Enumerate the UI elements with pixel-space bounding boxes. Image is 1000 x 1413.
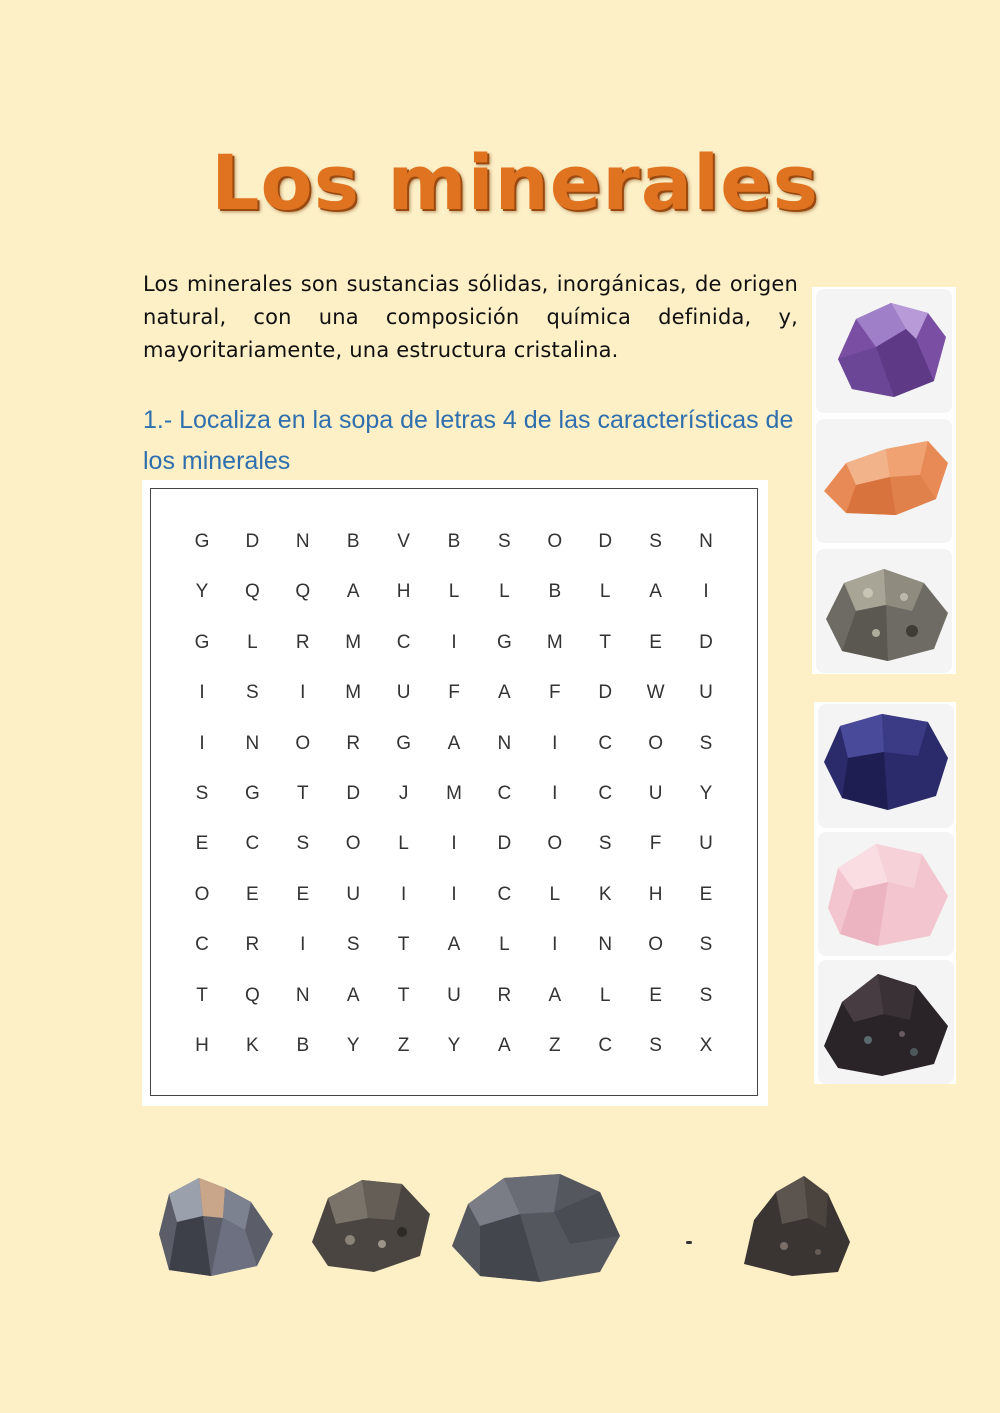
word-search-letter[interactable]: S: [699, 732, 713, 754]
word-search-letter[interactable]: L: [599, 581, 611, 603]
rock-photo-1: [155, 1172, 277, 1278]
word-search-letter[interactable]: N: [245, 732, 260, 754]
word-search-letter[interactable]: C: [598, 783, 613, 804]
word-search-letter[interactable]: N: [598, 934, 613, 956]
word-search-letter[interactable]: B: [346, 531, 360, 552]
mineral-tile: [818, 960, 954, 1084]
word-search-letter[interactable]: C: [497, 783, 512, 804]
word-search-letter[interactable]: Y: [699, 783, 713, 804]
word-search-letter[interactable]: D: [598, 531, 613, 552]
word-search-letter[interactable]: S: [699, 934, 713, 956]
word-search-letter[interactable]: A: [447, 732, 461, 754]
word-search-letter[interactable]: S: [598, 833, 612, 855]
word-search-letter[interactable]: E: [699, 883, 713, 905]
mineral-tile: [816, 289, 952, 413]
word-search-letter[interactable]: L: [398, 833, 409, 855]
word-search-row: [151, 930, 757, 960]
word-search-letter[interactable]: Q: [245, 984, 260, 1006]
word-search-letter[interactable]: T: [397, 984, 410, 1006]
word-search-letter[interactable]: R: [346, 732, 361, 754]
word-search-letter[interactable]: S: [498, 531, 511, 552]
word-search-letter[interactable]: H: [648, 883, 663, 905]
word-search-letter[interactable]: N: [699, 531, 713, 552]
page-title: Los minerales: [211, 138, 819, 227]
mineral-tile: [816, 419, 952, 543]
mineral-tile: [816, 549, 952, 673]
word-search-letter[interactable]: L: [499, 581, 510, 603]
word-search-letter[interactable]: U: [346, 883, 361, 905]
word-search-letter[interactable]: I: [451, 883, 457, 905]
word-search-letter[interactable]: O: [648, 732, 663, 754]
pyrite-mineral-photo: [816, 549, 952, 673]
word-search-letter[interactable]: Q: [245, 581, 260, 603]
word-search-letter[interactable]: D: [346, 783, 361, 804]
word-search-row: [151, 981, 757, 1011]
word-search-letter[interactable]: C: [598, 732, 613, 754]
word-search-letter[interactable]: L: [448, 581, 460, 603]
word-search-letter[interactable]: D: [699, 631, 713, 653]
word-search-letter[interactable]: H: [396, 581, 411, 603]
word-search-letter[interactable]: F: [448, 682, 460, 704]
rock-photo-2: [310, 1174, 434, 1274]
word-search-letter[interactable]: I: [552, 783, 558, 804]
word-search-letter[interactable]: M: [446, 783, 462, 804]
word-search-letter[interactable]: Y: [346, 1035, 360, 1056]
word-search-letter[interactable]: D: [497, 833, 512, 855]
word-search-letter[interactable]: T: [296, 783, 309, 804]
word-search-letter[interactable]: G: [194, 531, 210, 552]
word-search-row: [151, 1031, 757, 1061]
word-search-letter[interactable]: N: [295, 531, 310, 552]
word-search-letter[interactable]: S: [246, 682, 259, 704]
word-search-letter[interactable]: G: [194, 631, 210, 653]
word-search-letter[interactable]: D: [598, 682, 613, 704]
word-search-letter[interactable]: E: [649, 631, 662, 653]
word-search-letter[interactable]: L: [499, 934, 510, 956]
word-search-letter[interactable]: M: [345, 682, 362, 704]
word-search-letter[interactable]: O: [547, 833, 563, 855]
mineral-tile: [818, 832, 954, 956]
word-search-letter[interactable]: D: [245, 531, 260, 552]
word-search-letter[interactable]: O: [648, 934, 663, 956]
word-search-letter[interactable]: I: [400, 883, 407, 905]
word-search-letter[interactable]: H: [195, 1035, 209, 1056]
word-search-letter[interactable]: K: [598, 883, 612, 905]
word-search-letter[interactable]: G: [396, 732, 411, 754]
word-search-letter[interactable]: J: [398, 783, 409, 804]
word-search-letter[interactable]: U: [648, 783, 663, 804]
word-search-letter[interactable]: A: [346, 984, 360, 1006]
side-mineral-strip-top: [812, 287, 956, 674]
small-dot: [686, 1241, 692, 1244]
word-search-letter[interactable]: C: [245, 833, 260, 855]
word-search-letter[interactable]: S: [649, 531, 662, 552]
word-search-letter[interactable]: I: [199, 732, 205, 754]
word-search-letter[interactable]: C: [598, 1035, 613, 1056]
word-search-letter[interactable]: A: [548, 984, 562, 1006]
word-search-letter[interactable]: L: [549, 883, 561, 905]
word-search-letter[interactable]: A: [498, 1035, 511, 1056]
word-search-letter[interactable]: T: [397, 934, 410, 956]
word-search-letter[interactable]: M: [345, 631, 362, 653]
word-search-row: [151, 577, 757, 607]
intro-paragraph: Los minerales son sustancias sólidas, inorgánicas, de origen natural, con una composición química definida, y, mayoritariamente, una estructura cristalina.: [143, 272, 798, 362]
word-search-letter[interactable]: L: [599, 984, 611, 1006]
word-search-letter[interactable]: S: [649, 1035, 662, 1056]
amethyst-mineral-photo: [816, 289, 952, 413]
word-search-letter[interactable]: I: [552, 732, 558, 754]
word-search-letter[interactable]: T: [599, 631, 611, 653]
word-search-row: [151, 880, 757, 910]
word-search-letter[interactable]: I: [300, 934, 306, 956]
word-search-letter[interactable]: S: [346, 934, 360, 956]
mineral-tile: [818, 704, 954, 828]
word-search-letter[interactable]: O: [194, 883, 210, 905]
word-search-letter[interactable]: U: [396, 682, 411, 704]
word-search-letter[interactable]: G: [245, 783, 260, 804]
word-search-letter[interactable]: I: [552, 934, 558, 956]
word-search-letter[interactable]: B: [296, 1035, 310, 1056]
word-search-letter[interactable]: C: [497, 883, 512, 905]
word-search-letter[interactable]: U: [447, 984, 461, 1006]
word-search-letter[interactable]: V: [397, 531, 410, 552]
word-search-letter[interactable]: A: [649, 581, 662, 603]
word-search-letter[interactable]: U: [699, 833, 713, 855]
word-search-letter[interactable]: Y: [195, 581, 209, 603]
rose-quartz-mineral-photo: [818, 832, 954, 956]
word-search-letter[interactable]: I: [300, 682, 306, 704]
word-search-letter[interactable]: F: [649, 833, 662, 855]
hematite-mineral-photo: [818, 960, 954, 1084]
word-search-letter[interactable]: R: [245, 934, 260, 956]
word-search-panel: [142, 480, 768, 1106]
word-search-letter[interactable]: A: [447, 934, 461, 956]
word-search-letter[interactable]: E: [246, 883, 259, 905]
word-search-letter[interactable]: T: [196, 984, 208, 1006]
word-search-letter[interactable]: X: [699, 1035, 713, 1056]
word-search-row: [151, 678, 757, 708]
word-search-grid: [150, 488, 758, 1096]
word-search-letter[interactable]: K: [246, 1035, 259, 1056]
orange-calcite-mineral-photo: [816, 419, 952, 543]
word-search-letter[interactable]: S: [195, 783, 209, 804]
word-search-letter[interactable]: S: [296, 833, 310, 855]
word-search-letter[interactable]: A: [346, 581, 360, 603]
word-search-row: [151, 729, 757, 759]
side-mineral-strip-bottom: [814, 702, 956, 1084]
word-search-row: [151, 628, 757, 658]
word-search-row: [151, 779, 757, 809]
word-search-letter[interactable]: I: [199, 682, 205, 704]
word-search-letter[interactable]: B: [447, 531, 461, 552]
word-search-letter[interactable]: G: [497, 631, 512, 653]
exercise-question: 1.- Localiza en la sopa de letras 4 de las características de los minerales: [143, 406, 794, 475]
word-search-letter[interactable]: R: [497, 984, 512, 1006]
word-search-letter[interactable]: M: [546, 631, 563, 653]
word-search-letter[interactable]: C: [396, 631, 411, 653]
word-search-letter[interactable]: R: [295, 631, 310, 653]
word-search-letter[interactable]: I: [451, 833, 457, 855]
rock-photo-4: [742, 1172, 852, 1278]
word-search-letter[interactable]: O: [345, 833, 361, 855]
word-search-letter[interactable]: A: [498, 682, 511, 704]
word-search-letter[interactable]: Q: [295, 581, 311, 603]
word-search-letter[interactable]: S: [699, 984, 713, 1006]
word-search-letter[interactable]: Y: [447, 1035, 461, 1056]
word-search-letter[interactable]: E: [649, 984, 662, 1006]
word-search-letter[interactable]: E: [296, 883, 310, 905]
word-search-letter[interactable]: C: [195, 934, 209, 956]
word-search-letter[interactable]: O: [547, 531, 563, 552]
word-search-letter[interactable]: Z: [397, 1035, 410, 1056]
word-search-letter[interactable]: U: [699, 682, 713, 704]
word-search-letter[interactable]: B: [548, 581, 562, 603]
word-search-letter[interactable]: I: [703, 581, 709, 603]
word-search-row: [151, 829, 757, 859]
word-search-letter[interactable]: O: [295, 732, 311, 754]
word-search-letter[interactable]: F: [548, 682, 561, 704]
word-search-letter[interactable]: N: [497, 732, 512, 754]
word-search-letter[interactable]: L: [247, 631, 258, 653]
word-search-row: [151, 527, 757, 557]
word-search-letter[interactable]: E: [195, 833, 209, 855]
word-search-letter[interactable]: Z: [548, 1035, 561, 1056]
word-search-letter[interactable]: N: [295, 984, 310, 1006]
rock-photo-3: [450, 1170, 622, 1284]
word-search-letter[interactable]: I: [451, 631, 457, 653]
word-search-letter[interactable]: W: [646, 682, 665, 704]
sodalite-mineral-photo: [818, 704, 954, 828]
